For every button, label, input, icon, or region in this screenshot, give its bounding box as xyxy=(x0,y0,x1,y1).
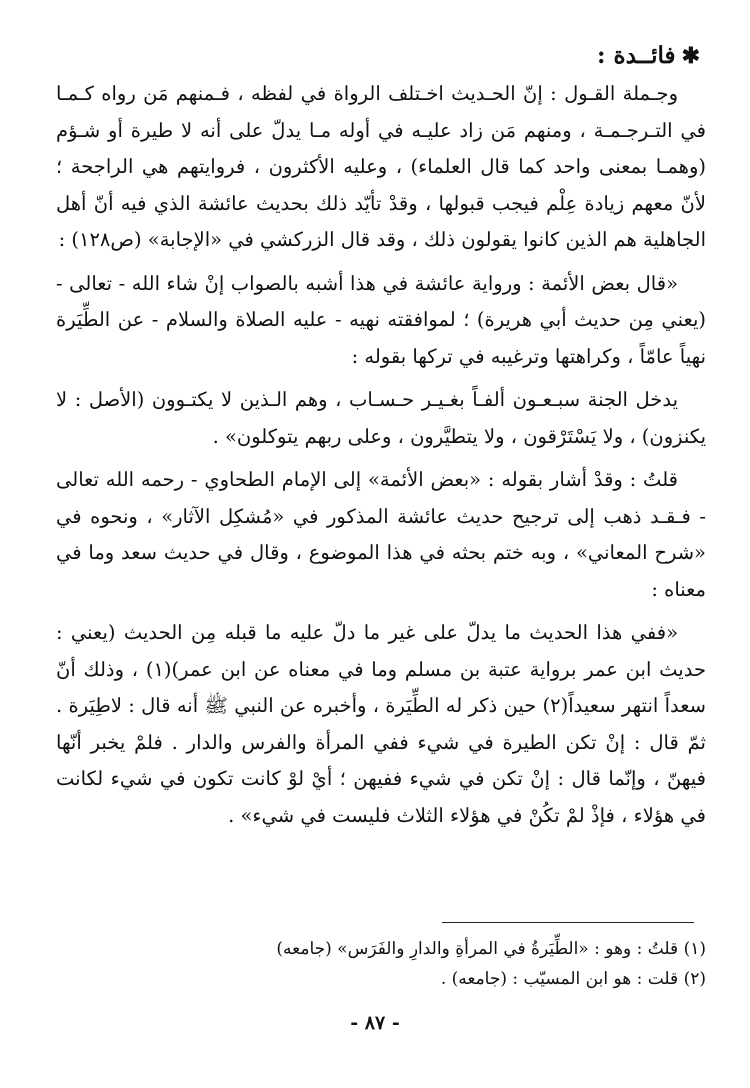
footnote-separator xyxy=(442,922,694,923)
footnotes xyxy=(56,934,706,994)
page-body xyxy=(56,38,706,834)
paragraph-5: «ففي هذا الحديث ما يدلّ على غير ما دلّ عليه ما قبله مِن الحديث (يعني : حديث ابن عمر برواية عتبة بن مسلم وما في معناه عن ابن عمر)(١) ، وذلك أنّ سعداً انتهر سعيداً(٢) حين ذكر له الطِّيَرة ، وأخبره عن النبي ﷺ أنه قال : لاطِيَرة . ثمّ قال : إنْ تكن الطيرة في شيء ففي المرأة والفرس والدار . فلمْ يخبر أنّها فيهنّ ، وإنّما قال : إنْ تكن في شيء ففيهن ؛ أيْ لوْ كانت تكون في شيء لكانت في هؤلاء ، فإذْ لمْ تكُنْ في هؤلاء الثلاث فليست في شيء» . xyxy=(56,621,707,827)
paragraph-2: «قال بعض الأئمة : ورواية عائشة في هذا أشبه بالصواب إنْ شاء الله - تعالى - (يعني مِن حديث أبي هريرة) ؛ لموافقته نهيه - عليه الصلاة والسلام - عن الطِّيَرة نهياً عامّاً ، وكراهتها وترغيبه في تركها بقوله : xyxy=(56,271,706,368)
asterisk-icon: ✱ xyxy=(681,43,700,69)
footnote-2: (٢) قلت : هو ابن المسيّب : (جامعه) . xyxy=(440,969,706,989)
paragraph-4: قلتُ : وقدْ أشار بقوله : «بعض الأئمة» إلى الإمام الطحاوي - رحمه الله تعالى - فـقـد ذهب إلى ترجيح حديث عائشة المذكور في «مُشكِل الآثار» ، ونحوه في «شرح المعاني» ، وبه ختم بحثه في هذا الموضوع ، وقال في حديث سعد وما في معناه : xyxy=(56,468,706,601)
page-number: - ٨٧ - xyxy=(350,1012,400,1034)
footnote-1: (١) قلتُ : وهو : «الطِّيَرةُ في المرأةِ والدارِ والفَرَس» (جامعه) xyxy=(276,939,706,959)
section-heading xyxy=(56,38,700,74)
paragraph-1: وجـملة القـول : إنّ الحـديث اخـتلف الرواة في لفظه ، فـمنهم مَن رواه كـمـا في التـرجـمـة ، ومنهم مَن زاد عليـه في أوله مـا يدلّ على أنه لا طيرة أو شـؤم (وهمـا بمعنى واحد كما قال العلماء) ، وعليه الأكثرون ، فروايتهم هي الراجحة ؛ لأنّ معهم زيادة عِلْم فيجب قبولها ، وقدْ تأيّد ذلك بحديث عائشة الذي فيه أنّ أهل الجاهلية هم الذين كانوا يقولون ذلك ، وقد قال الزركشي في «الإجابة» (ص١٢٨) : xyxy=(56,82,706,251)
heading-text: فائــدة : xyxy=(597,42,676,69)
paragraph-3: يدخل الجنة سبـعـون ألفـاً بغـيـر حـسـاب ، وهم الـذين لا يكتـوون (الأصل : لا يكنزون) ، ولا يَسْتَرْقون ، ولا يتطيَّرون ، وعلى ربهم يتوكلون» . xyxy=(56,388,706,448)
